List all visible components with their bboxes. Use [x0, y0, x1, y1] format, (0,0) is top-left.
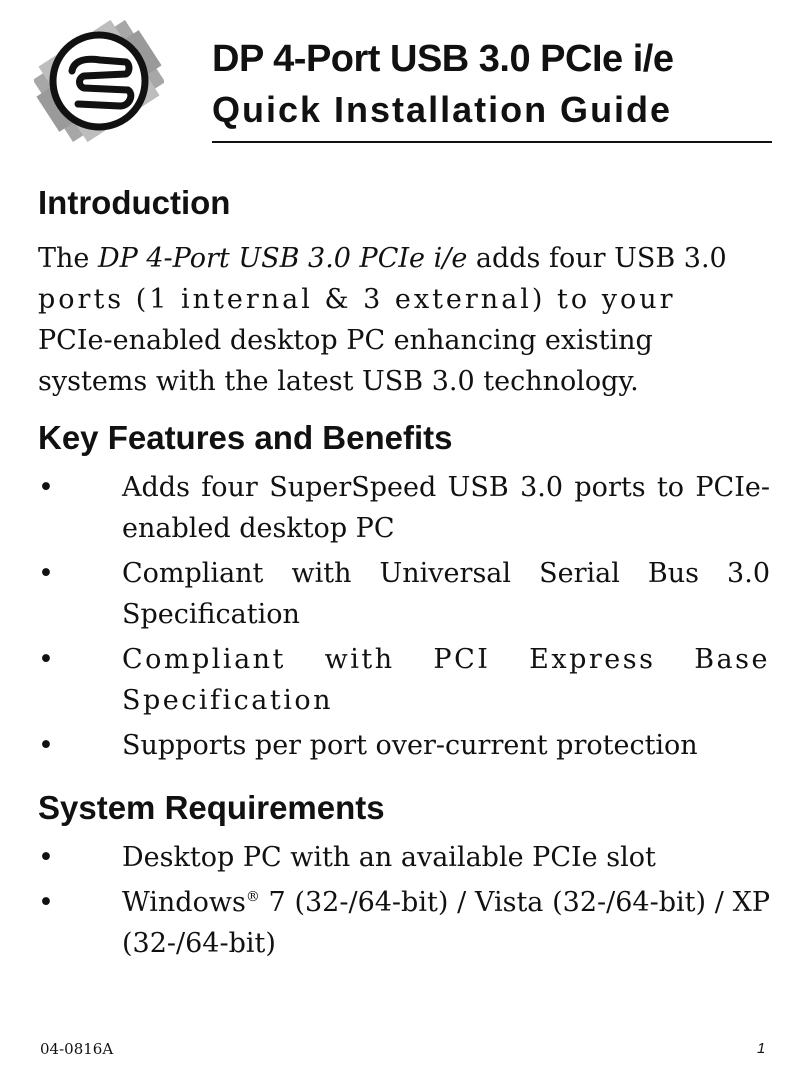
intro-line-3: PCIe-enabled desktop PC enhancing existing [38, 325, 653, 356]
brand-logo [34, 16, 164, 146]
introduction-heading: Introduction [38, 184, 231, 221]
list-item: • Compliant with Universal Serial Bus 3.0 Specification [38, 558, 770, 630]
features-list [38, 467, 770, 766]
product-name: DP 4-Port USB 3.0 PCIe i/e [97, 243, 468, 274]
intro-line-1: The DP 4-Port USB 3.0 PCIe i/e adds four USB 3.0 [38, 243, 727, 274]
intro-line-2: ports (1 internal & 3 external) to your [38, 284, 676, 315]
document-code: 04-0816A [40, 1040, 114, 1058]
features-heading: Key Features and Benefits [38, 419, 453, 456]
list-item: • Windows® 7 (32-/64-bit) / Vista (32-/64-bit) / XP (32-/64-bit) [38, 887, 770, 959]
intro-line-4: systems with the latest USB 3.0 technology. [38, 366, 639, 397]
list-item: • Supports per port over-current protection [38, 730, 698, 761]
requirements-list [38, 837, 770, 964]
document-subtitle: Quick Installation Guide [212, 89, 673, 130]
registered-mark: ® [245, 889, 260, 905]
list-item: • Compliant with PCI Express Base Specification [38, 644, 770, 716]
list-item: • Adds four SuperSpeed USB 3.0 ports to PCIe-enabled desktop PC [38, 472, 770, 544]
page-number: 1 [757, 1040, 766, 1057]
requirements-heading: System Requirements [38, 789, 385, 826]
list-item: • Desktop PC with an available PCIe slot [38, 842, 656, 873]
document-title: DP 4-Port USB 3.0 PCIe i/e [212, 38, 674, 80]
title-underline [212, 141, 772, 143]
introduction-text [38, 238, 770, 402]
